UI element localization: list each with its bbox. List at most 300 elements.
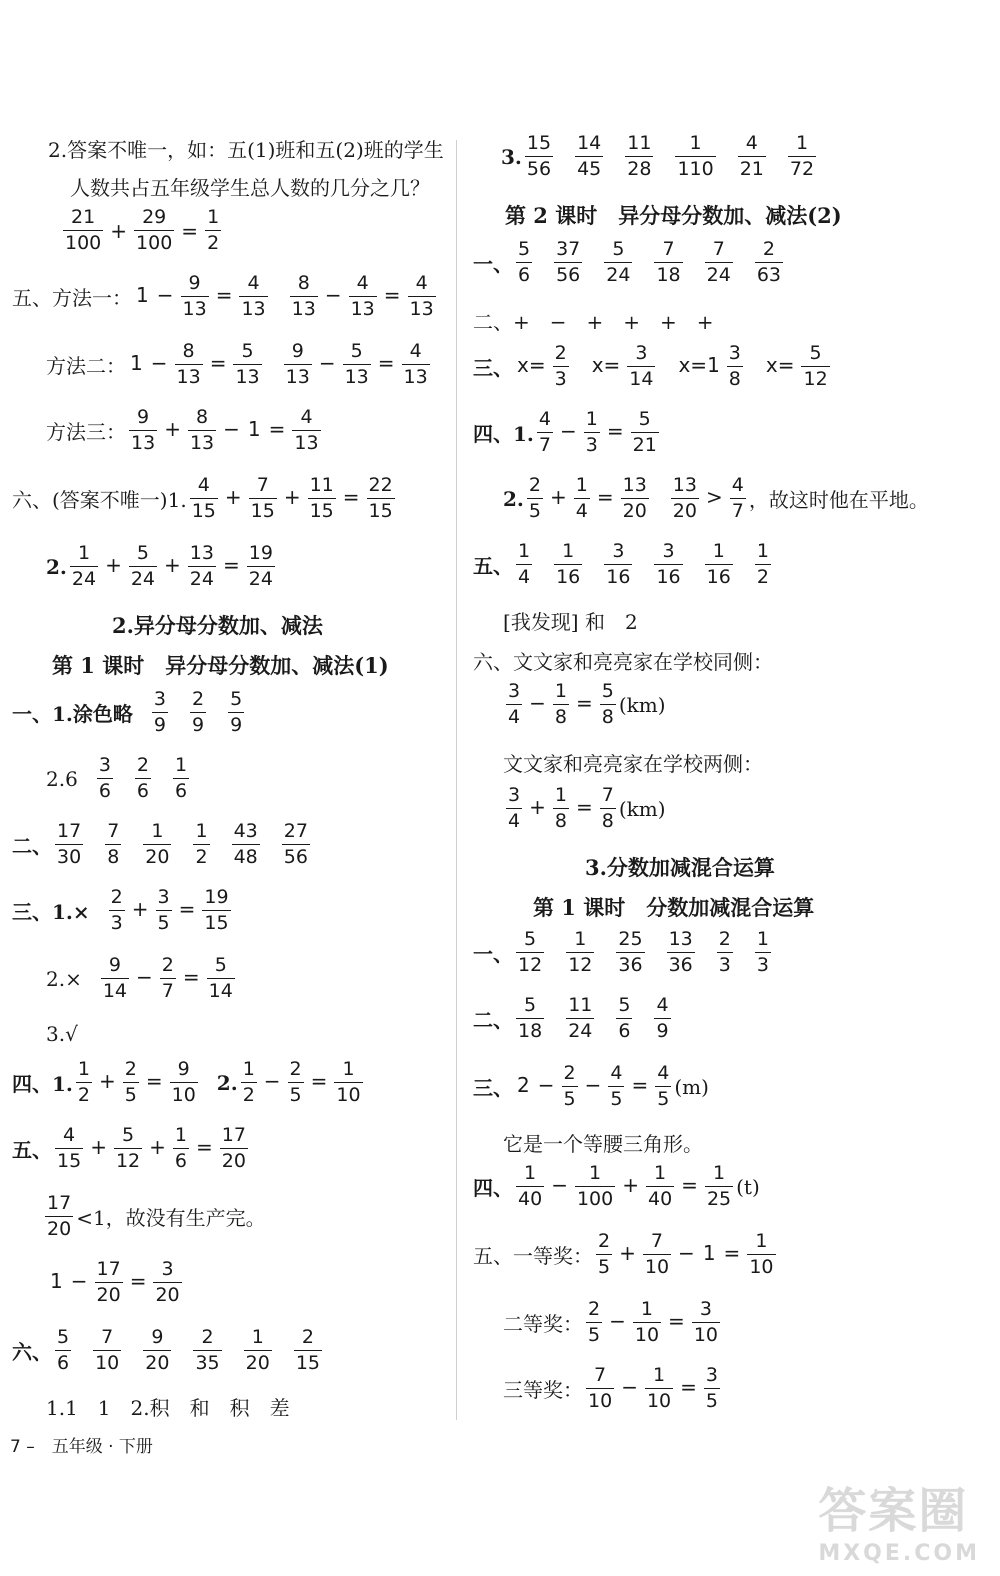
fraction (600, 786, 616, 831)
numerator: 13 (189, 542, 214, 564)
fraction (643, 1232, 671, 1277)
denominator: 13 (235, 366, 260, 388)
fraction (755, 930, 771, 975)
math-token: + (105, 553, 122, 577)
numerator: 7 (712, 238, 725, 260)
left-q2-text2: 人数共占五年级学生总人数的几分之几？ (70, 176, 430, 200)
fraction (55, 1126, 83, 1171)
numerator: 19 (204, 886, 229, 908)
left-liu-1: 六、(答案不唯一)1. $\frac{4}{15}$ + $\frac{7}{15}$ + $\frac{11}{15}$ = $\frac{22}{15}$ (12, 474, 393, 522)
fraction (244, 1328, 272, 1373)
denominator: 7 (538, 434, 551, 456)
numerator: 9 (188, 272, 201, 294)
math-token: = (342, 485, 360, 509)
denominator: 5 (124, 1084, 137, 1106)
fraction (516, 930, 544, 975)
numerator: 37 (556, 238, 581, 260)
denominator: 56 (283, 846, 308, 868)
denominator: 21 (739, 158, 764, 180)
denominator: 15 (191, 500, 216, 522)
denominator: 24 (706, 264, 731, 286)
math-token: + (90, 1135, 107, 1159)
denominator: 13 (291, 298, 316, 320)
denominator: 2 (756, 566, 769, 588)
math-token: 1 (50, 1269, 63, 1293)
denominator: 13 (241, 298, 266, 320)
denominator: 15 (295, 1352, 321, 1374)
numerator: 7 (662, 238, 675, 260)
denominator: 36 (618, 954, 643, 976)
denominator: 5 (157, 912, 170, 934)
denominator: 10 (693, 1324, 718, 1346)
l1-wu-b: $\frac{17}{20}$ <1，故没有生产完。 (47, 1192, 266, 1240)
denominator: 100 (576, 1188, 614, 1210)
denominator: 20 (622, 500, 647, 522)
fraction (288, 1060, 304, 1105)
fraction (308, 476, 336, 521)
math-token: > (705, 485, 723, 509)
denominator: 40 (647, 1188, 673, 1210)
column-divider (456, 140, 457, 1420)
numerator: 13 (668, 928, 693, 950)
fraction (76, 1060, 92, 1105)
fraction (152, 690, 168, 735)
denominator: 15 (368, 500, 393, 522)
numerator: 27 (283, 820, 308, 842)
fraction (574, 476, 590, 521)
fraction (93, 1328, 121, 1373)
numerator: 3 (508, 680, 521, 702)
denominator: 24 (130, 568, 156, 590)
fraction (621, 476, 649, 521)
numerator: 1 (755, 1230, 768, 1252)
denominator: 10 (95, 1352, 120, 1374)
numerator: 3 (98, 754, 111, 776)
denominator: 63 (756, 264, 782, 286)
r-si: 四、1. $\frac{4}{7}$ − $\frac{1}{3}$ = $\frac{5}{21}$ (473, 408, 657, 456)
numerator: 14 (577, 132, 602, 154)
numerator: 5 (612, 238, 625, 260)
denominator: 5 (598, 1256, 611, 1278)
fraction (228, 690, 244, 735)
numerator: 17 (57, 820, 82, 842)
denominator: 13 (176, 366, 201, 388)
numerator: 1 (518, 540, 531, 562)
s3-si: 四、 $\frac{1}{40}$ − $\frac{1}{100}$ + $\frac{1}{40}$ = $\frac{1}{25}$ (t) (473, 1162, 760, 1210)
math-token: = (209, 351, 227, 375)
numerator: 1 (174, 1124, 187, 1146)
math-token: 2 (517, 1073, 530, 1097)
numerator: 3 (705, 1364, 718, 1386)
math-token: + (164, 417, 181, 441)
numerator: 2 (598, 1230, 611, 1252)
fraction (506, 682, 522, 727)
fraction (188, 408, 216, 453)
numerator: 1 (689, 132, 702, 154)
denominator: 7 (161, 980, 174, 1002)
denominator: 8 (554, 810, 567, 832)
fraction (654, 542, 682, 587)
numerator: 1 (585, 408, 598, 430)
fraction (625, 134, 653, 179)
fraction (705, 1164, 733, 1209)
numerator: 3 (728, 342, 741, 364)
fraction (109, 888, 125, 933)
fraction (727, 344, 743, 389)
numerator: 4 (63, 1124, 76, 1146)
numerator: 2 (301, 1326, 314, 1348)
fraction (646, 1164, 674, 1209)
math-token: − (156, 283, 174, 307)
left-q2-eq (60, 208, 224, 253)
page-footer: 7 – 五年级 · 下册 (10, 1437, 153, 1457)
denominator: 12 (568, 954, 593, 976)
left-wu-m1: 五、方法一： 1 − $\frac{9}{13}$ = $\frac{4}{13}$ $\frac{8}{13}$ − $\frac{4}{13}$ = $\frac{4}{13}$ (12, 272, 434, 320)
numerator: 2 (191, 688, 205, 710)
left-q2-text1: 2.答案不唯一，如：五(1)班和五(2)班的学生 (48, 138, 444, 162)
denominator: 100 (136, 232, 173, 254)
numerator: 1 (574, 928, 587, 950)
fraction (190, 690, 206, 735)
fraction (575, 134, 603, 179)
l1-san-2: 2.× $\frac{9}{14}$ − $\frac{2}{7}$ = $\frac{5}{14}$ (46, 954, 233, 1002)
numerator: 1 (575, 474, 588, 496)
denominator: 25 (706, 1188, 732, 1210)
numerator: 4 (657, 1062, 670, 1084)
fraction (70, 544, 98, 589)
fraction (135, 756, 151, 801)
numerator: 1 (554, 784, 567, 806)
numerator: 1 (562, 540, 575, 562)
denominator: 3 (585, 434, 598, 456)
l1-san-3: 3.√ (46, 1022, 78, 1046)
fraction (202, 888, 230, 933)
denominator: 10 (646, 1390, 672, 1412)
numerator: 5 (601, 680, 614, 702)
fraction (45, 1194, 73, 1239)
math-token: − (529, 691, 546, 715)
denominator: 20 (245, 1352, 270, 1374)
numerator: 1 (151, 820, 164, 842)
fraction (575, 1164, 615, 1209)
l1-wu: 五、 $\frac{4}{15}$ + $\frac{5}{12}$ + $\frac{1}{6}$ = $\frac{17}{20}$ (12, 1124, 246, 1172)
numerator: 2 (528, 474, 541, 496)
math-token: = (215, 283, 233, 307)
math-token: = (310, 1069, 328, 1093)
denominator: 9 (153, 714, 166, 736)
math-token: 1 (247, 417, 261, 441)
denominator: 5 (588, 1324, 601, 1346)
numerator: 7 (256, 474, 269, 496)
lesson1-title: 第 1 课时 异分母分数加、减法(1) (52, 653, 389, 678)
fraction (616, 930, 644, 975)
denominator: 13 (344, 366, 369, 388)
fraction (129, 408, 157, 453)
fraction (788, 134, 816, 179)
math-token: + (224, 485, 242, 509)
fraction (755, 240, 783, 285)
numerator: 3 (612, 540, 625, 562)
numerator: 29 (142, 206, 167, 228)
denominator: 8 (107, 846, 120, 868)
lesson3-title: 第 1 课时 分数加减混合运算 (533, 895, 815, 920)
numerator: 5 (241, 340, 254, 362)
fraction (633, 1300, 661, 1345)
numerator: 9 (151, 1326, 164, 1348)
fraction (205, 208, 221, 253)
math-token: − (223, 417, 240, 441)
denominator: 2 (77, 1084, 90, 1106)
fraction (705, 542, 733, 587)
fraction (705, 240, 733, 285)
denominator: 5 (610, 1088, 623, 1110)
numerator: 5 (618, 994, 631, 1016)
denominator: 20 (221, 1150, 246, 1172)
fraction (239, 274, 267, 319)
denominator: 14 (102, 980, 128, 1002)
denominator: 6 (175, 780, 188, 802)
r-si2: 2. $\frac{2}{5}$ + $\frac{1}{4}$ = $\frac{13}{20}$ $\frac{13}{20}$ > $\frac{4}{7}$ ，故这时他在平地。 (503, 474, 929, 522)
denominator: 40 (518, 1188, 543, 1210)
denominator: 48 (233, 846, 258, 868)
numerator: 5 (524, 994, 537, 1016)
numerator: 3 (153, 688, 166, 710)
fraction (631, 410, 659, 455)
math-token: = (178, 897, 196, 921)
fraction (654, 996, 670, 1041)
denominator: 8 (554, 706, 567, 728)
denominator: 20 (672, 500, 697, 522)
math-token: 1 (702, 1241, 716, 1265)
denominator: 2 (207, 232, 220, 254)
numerator: 17 (96, 1258, 121, 1280)
math-token: − (263, 1069, 281, 1093)
fraction (97, 756, 113, 801)
math-token: = (377, 351, 395, 375)
numerator: 5 (350, 340, 363, 362)
numerator: 9 (108, 954, 121, 976)
numerator: 5 (518, 238, 531, 260)
denominator: 8 (728, 368, 741, 390)
fraction (671, 476, 699, 521)
fraction (801, 344, 829, 389)
denominator: 13 (182, 298, 207, 320)
math-token: = (181, 218, 199, 243)
denominator: 100 (65, 232, 102, 254)
fraction (402, 342, 430, 387)
denominator: 10 (749, 1256, 774, 1278)
r-discover: [我发现] 和 2 (503, 610, 638, 634)
denominator: 9 (230, 714, 243, 736)
numerator: 5 (136, 542, 149, 564)
fraction (553, 786, 569, 831)
denominator: 12 (115, 1150, 141, 1172)
fraction (188, 544, 216, 589)
denominator: 6 (518, 264, 531, 286)
fraction (717, 930, 733, 975)
math-token: − (537, 1073, 555, 1097)
math-token: x= (517, 353, 546, 377)
numerator: 5 (214, 954, 227, 976)
numerator: 7 (107, 820, 120, 842)
fraction (207, 956, 235, 1001)
l1-yi-2: 2.6 $\frac{3}{6}$ $\frac{2}{6}$ $\frac{1}{6}$ (46, 754, 188, 802)
section2-title: 2.异分母分数加、减法 (112, 613, 323, 638)
math-token: − (621, 1375, 638, 1399)
numerator: 4 (731, 474, 744, 496)
s3-yi: 一、 $\frac{5}{12}$ $\frac{1}{12}$ $\frac{25}{36}$ $\frac{13}{36}$ $\frac{2}{3}$ $\frac{1}{3}$ (473, 928, 769, 976)
math-token: + (164, 553, 181, 577)
numerator: 4 (197, 474, 210, 496)
numerator: 43 (233, 820, 258, 842)
denominator: 21 (632, 434, 657, 456)
fraction (604, 542, 632, 587)
r-san3: 3. $\frac{15}{56}$ $\frac{14}{45}$ $\frac{11}{28}$ $\frac{1}{110}$ $\frac{4}{21}$ $\frac{1}{72}$ (501, 132, 815, 180)
denominator: 20 (145, 1352, 170, 1374)
math-token: + (131, 897, 149, 921)
math-token: = (575, 691, 593, 715)
fraction (554, 240, 582, 285)
fraction (586, 1366, 614, 1411)
math-token: = (182, 965, 200, 989)
numerator: 1 (207, 206, 220, 228)
denominator: 8 (601, 706, 614, 728)
numerator: 1 (342, 1058, 355, 1080)
left-wu-m3: 方法三： $\frac{9}{13}$ + $\frac{8}{13}$ − 1 = $\frac{4}{13}$ (46, 406, 319, 454)
r-liu-eq1: $\frac{3}{4}$ − $\frac{1}{8}$ = $\frac{5}{8}$ (km) (508, 680, 666, 728)
s3-wu3: 三等奖： $\frac{7}{10}$ − $\frac{1}{10}$ = $\frac{3}{5}$ (503, 1364, 718, 1412)
fraction (193, 822, 209, 867)
denominator: 15 (204, 912, 229, 934)
math-token: x= (765, 353, 795, 377)
fraction (527, 476, 543, 521)
r-liu-text2: 文文家和亮亮家在学校两侧： (503, 752, 763, 776)
math-token: = (575, 795, 593, 819)
fraction (655, 1064, 671, 1109)
math-token: − (318, 351, 336, 375)
numerator: 1 (554, 680, 567, 702)
fraction (105, 822, 121, 867)
fraction (554, 542, 582, 587)
denominator: 4 (508, 706, 521, 728)
l1-yi-1: 一、1.涂色略 $\frac{3}{9}$ $\frac{2}{9}$ $\frac{5}{9}$ (12, 688, 243, 736)
fraction (654, 240, 682, 285)
s3-er: 二、 $\frac{5}{18}$ $\frac{11}{24}$ $\frac{5}{6}$ $\frac{4}{9}$ (473, 994, 669, 1042)
fraction (233, 342, 261, 387)
numerator: 1 (251, 1326, 264, 1348)
fraction (596, 1232, 612, 1277)
numerator: 1 (77, 542, 91, 564)
denominator: 6 (618, 1020, 631, 1042)
math-token: + (622, 1173, 639, 1197)
l1-si: 四、1. $\frac{1}{2}$ + $\frac{2}{5}$ = $\frac{9}{10}$ 2. $\frac{1}{2}$ − $\frac{2}{5}$ = $\frac{1}{10}$ (12, 1058, 361, 1106)
fraction (156, 888, 172, 933)
denominator: 6 (98, 780, 111, 802)
numerator: 4 (610, 1062, 623, 1084)
fraction (516, 240, 532, 285)
denominator: 20 (145, 846, 170, 868)
lesson2-title: 第 2 课时 异分母分数加、减法(2) (505, 203, 842, 228)
denominator: 28 (627, 158, 652, 180)
denominator: 16 (656, 566, 681, 588)
fraction (525, 134, 553, 179)
numerator: 17 (221, 1124, 246, 1146)
numerator: 5 (809, 342, 822, 364)
math-token: − (70, 1269, 88, 1293)
numerator: 1 (653, 1364, 666, 1386)
math-token: + (549, 485, 567, 509)
denominator: 13 (350, 298, 375, 320)
numerator: 2 (718, 928, 731, 950)
math-token: − (609, 1309, 626, 1333)
math-token: = (681, 1173, 698, 1197)
denominator: 16 (706, 566, 731, 588)
denominator: 6 (136, 780, 149, 802)
numerator: 4 (538, 408, 551, 430)
numerator: 5 (524, 928, 537, 950)
fraction (129, 544, 157, 589)
numerator: 22 (368, 474, 393, 496)
s3-san-text: 它是一个等腰三角形。 (503, 1132, 703, 1156)
numerator: 2 (161, 954, 174, 976)
left-liu-2: 2. $\frac{1}{24}$ + $\frac{5}{24}$ + $\frac{13}{24}$ = $\frac{19}{24}$ (46, 542, 273, 590)
numerator: 1 (640, 1298, 653, 1320)
fraction (95, 1260, 123, 1305)
math-token: − (584, 1073, 602, 1097)
denominator: 14 (629, 368, 654, 390)
math-token: x=1 (678, 353, 720, 377)
numerator: 3 (161, 1258, 174, 1280)
fraction (175, 342, 203, 387)
numerator: 9 (177, 1058, 190, 1080)
denominator: 3 (718, 954, 731, 976)
numerator: 1 (712, 1162, 726, 1184)
fraction (537, 410, 553, 455)
numerator: 1 (756, 928, 769, 950)
numerator: 1 (77, 1058, 90, 1080)
denominator: 13 (131, 432, 156, 454)
denominator: 24 (71, 568, 97, 590)
numerator: 11 (309, 474, 334, 496)
math-token: − (559, 419, 577, 443)
denominator: 110 (677, 158, 714, 180)
denominator: 3 (110, 912, 123, 934)
numerator: 1 (756, 540, 769, 562)
math-token: − (136, 965, 153, 989)
numerator: 7 (101, 1326, 114, 1348)
denominator: 13 (189, 432, 215, 454)
numerator: 13 (672, 474, 697, 496)
fraction (334, 1060, 362, 1105)
denominator: 10 (336, 1084, 361, 1106)
math-token: − (678, 1241, 695, 1265)
fraction (143, 1328, 171, 1373)
numerator: 4 (300, 406, 313, 428)
denominator: 12 (518, 954, 543, 976)
math-token: 1 (130, 351, 143, 375)
math-token: = (723, 1241, 741, 1265)
denominator: 56 (526, 158, 552, 180)
numerator: 3 (699, 1298, 712, 1320)
fraction (63, 208, 103, 253)
fraction (367, 476, 395, 521)
fraction (134, 208, 174, 253)
s3-san: 三、 2 − $\frac{2}{5}$ − $\frac{4}{5}$ = $\frac{4}{5}$ (m) (473, 1062, 709, 1110)
denominator: 15 (250, 500, 275, 522)
section3-title: 3.分数加减混合运算 (585, 855, 775, 880)
fraction (553, 682, 569, 727)
fraction (101, 956, 129, 1001)
